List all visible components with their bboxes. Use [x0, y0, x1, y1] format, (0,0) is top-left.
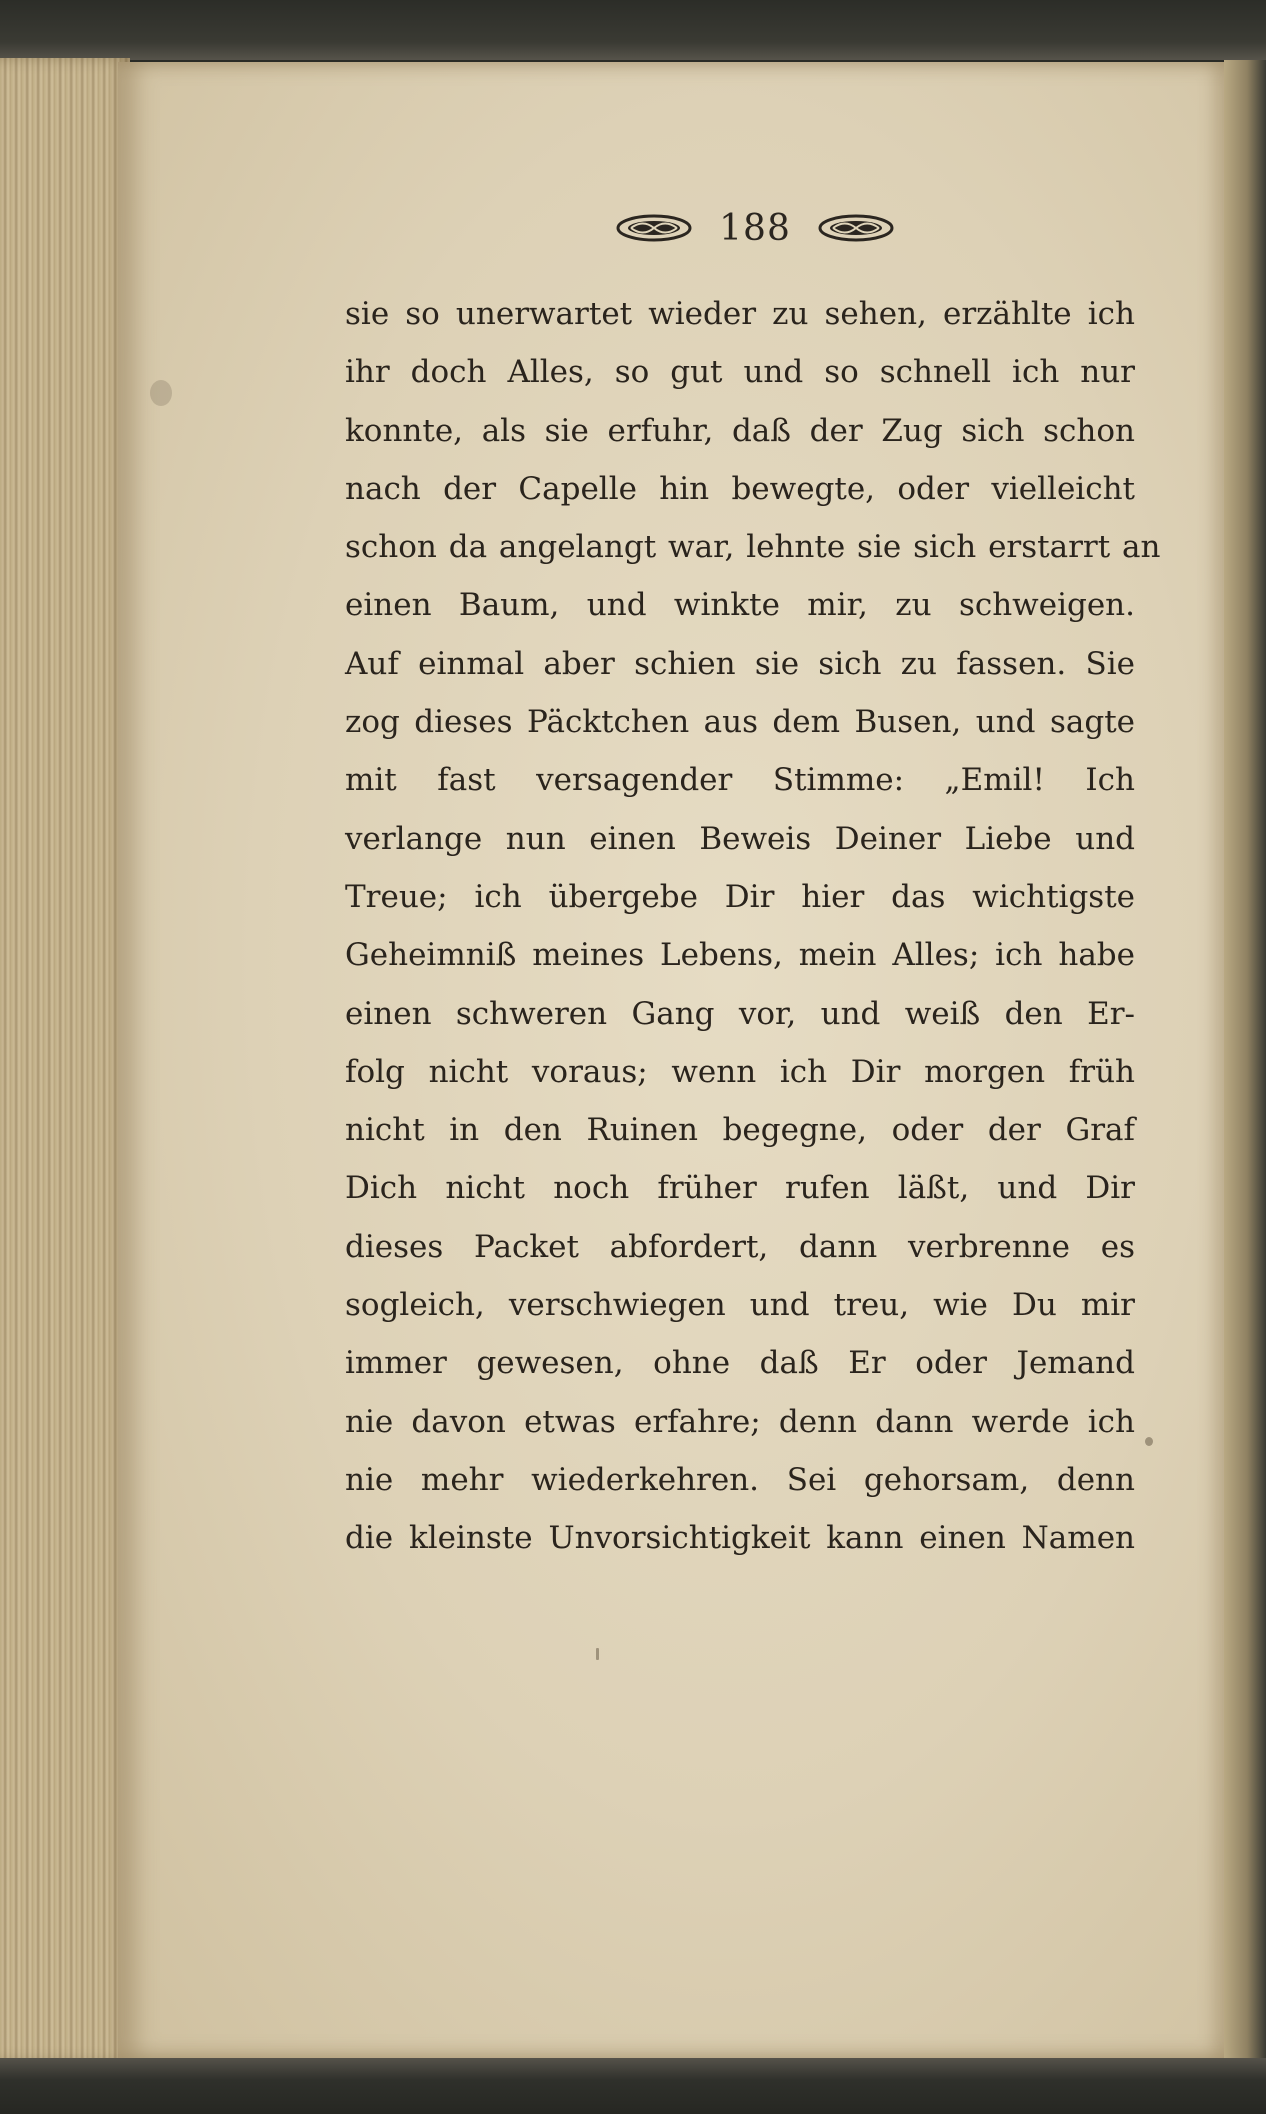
book-page-edges: [0, 58, 130, 2062]
text-line: dieses Packet abfordert, dann verbrenne es: [345, 1228, 1135, 1265]
text-line: Auf einmal aber schien sie sich zu fassen. Sie: [345, 645, 1135, 682]
ornament-right-icon: [817, 213, 895, 243]
text-line: nach der Capelle hin bewegte, oder vielleicht: [345, 470, 1135, 507]
text-line: zog dieses Päcktchen aus dem Busen, und sagte: [345, 704, 1135, 741]
text-line: einen schweren Gang vor, und weiß den Er-: [345, 995, 1135, 1032]
page-header: [590, 200, 920, 256]
text-line: mit fast versagender Stimme: „Emil! Ich: [345, 762, 1135, 799]
body-text: [345, 285, 1161, 1568]
text-line: immer gewesen, ohne daß Er oder Jemand: [345, 1345, 1135, 1382]
text-line: verlange nun einen Beweis Deiner Liebe und: [345, 820, 1135, 857]
text-line: Geheimniß meines Lebens, mein Alles; ich habe: [345, 937, 1135, 974]
page-number: 188: [719, 207, 791, 249]
text-line: Dich nicht noch früher rufen läßt, und Dir: [345, 1170, 1135, 1207]
text-line: nicht in den Ruinen begegne, oder der Graf: [345, 1112, 1135, 1149]
ornament-left-icon: [615, 213, 693, 243]
text-line: einen Baum, und winkte mir, zu schweigen.: [345, 587, 1135, 624]
text-line: Treue; ich übergebe Dir hier das wichtigste: [345, 878, 1135, 915]
scanner-top-border: [0, 0, 1266, 60]
text-line: sie so unerwartet wieder zu sehen, erzählte ich: [345, 296, 1135, 332]
text-line: sogleich, verschwiegen und treu, wie Du mir: [345, 1287, 1135, 1324]
paper-speck: [1145, 1437, 1153, 1446]
text-line: die kleinste Unvorsichtigkeit kann einen Namen: [345, 1520, 1135, 1557]
text-line: ihr doch Alles, so gut und so schnell ich nur: [345, 354, 1135, 391]
text-line: nie davon etwas erfahre; denn dann werde ich: [345, 1403, 1135, 1440]
scanner-bottom-border: [0, 2058, 1266, 2114]
text-line: konnte, als sie erfuhr, daß der Zug sich schon: [345, 412, 1135, 449]
text-line: nie mehr wiederkehren. Sei gehorsam, denn: [345, 1461, 1135, 1498]
paper-speck: [596, 1648, 599, 1660]
text-line: schon da angelangt war, lehnte sie sich erstarrt an: [345, 529, 1161, 566]
right-page-edge: [1224, 60, 1266, 2060]
paper-stain: [150, 380, 172, 406]
text-line: folg nicht voraus; wenn ich Dir morgen früh: [345, 1053, 1135, 1090]
